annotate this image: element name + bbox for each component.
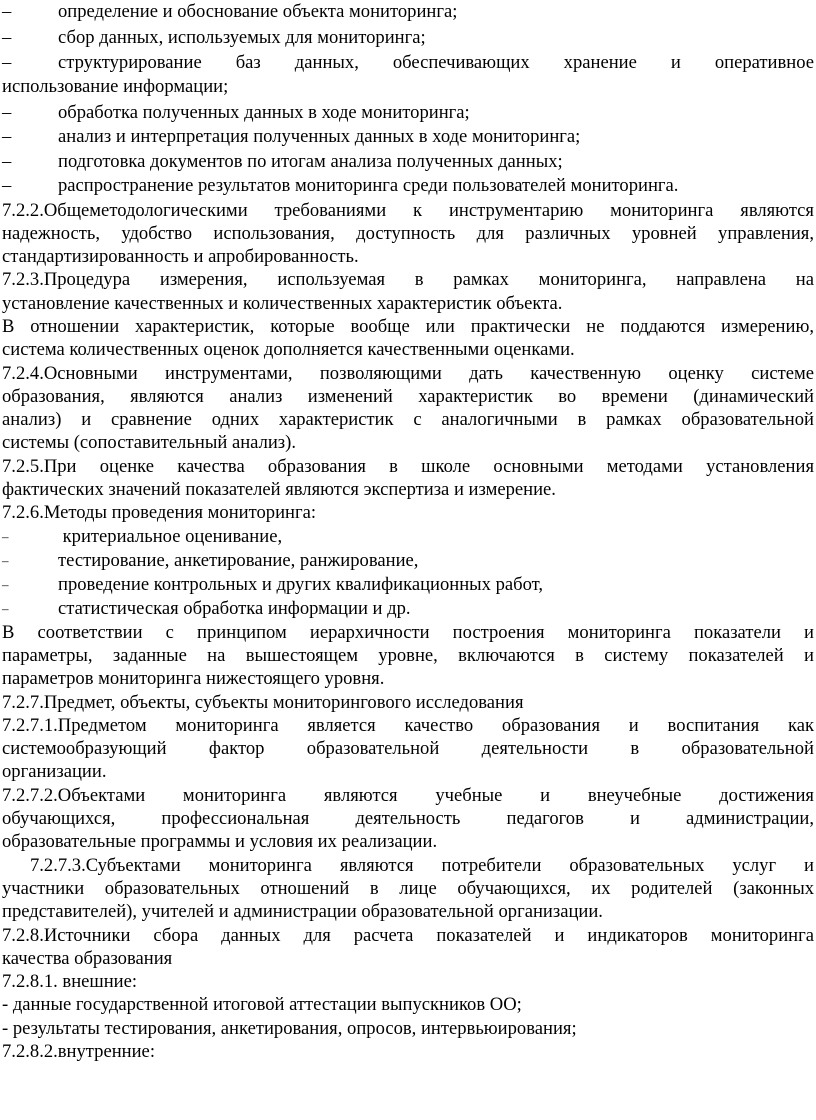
paragraph-7-2-7-2: 7.2.7.2.Объектами мониторинга являются учебные и внеучебные достижения обучающихся, профессиональная деятельность педагогов и администрации, образовательные программы и условия их реализации.: [2, 784, 814, 853]
dash-marker: –: [2, 576, 9, 592]
document-page: [2, 0, 814, 1063]
paragraph-7-2-2: 7.2.2.Общеметодологическими требованиями к инструментарию мониторинга являются надежность, удобство использования, доступность для различных уровней управления, стандартизированность и апробированность.: [2, 199, 814, 268]
dash-marker: –: [2, 52, 12, 73]
list-item: – критериальное оценивание,: [2, 525, 283, 547]
list-item: – распространение результатов мониторинга среди пользователей мониторинга.: [2, 174, 814, 199]
list-item: – подготовка документов по итогам анализа полученных данных;: [2, 150, 814, 175]
list-item: – тестирование, анкетирование, ранжирование,: [2, 549, 419, 571]
list-item: – статистическая обработка информации и др.: [2, 597, 411, 619]
dash-marker: –: [2, 101, 12, 123]
list-item: – обработка полученных данных в ходе мониторинга;: [2, 101, 814, 126]
list-item-continuation: использование информации;: [2, 75, 229, 97]
list-item: - результаты тестирования, анкетирования, опросов, интервьюирования;: [2, 1017, 577, 1039]
dash-marker: –: [2, 600, 9, 616]
paragraph-7-2-7-1: 7.2.7.1.Предметом мониторинга является качество образования и воспитания как системообразующий фактор образовательной деятельности в образовательной организации.: [2, 714, 814, 783]
dash-marker: –: [2, 126, 12, 147]
dash-marker: –: [2, 26, 12, 48]
paragraph-7-2-7: 7.2.7.Предмет, объекты, субъекты мониторингового исследования: [2, 691, 524, 713]
dash-marker: –: [2, 1, 12, 22]
paragraph-7-2-8-1: 7.2.8.1. внешние:: [2, 971, 138, 993]
dash-marker: –: [2, 552, 9, 568]
paragraph-7-2-7-3: 7.2.7.3.Субъектами мониторинга являются потребители образовательных услуг и участники образовательных отношений в лице обучающихся, их родителей (законных представителей), учителей и администрации образовательной организации.: [2, 854, 814, 923]
list-item: – проведение контрольных и других квалификационных работ,: [2, 573, 544, 595]
list-item: – структурирование баз данных, обеспечивающих хранение и оперативное: [2, 52, 814, 73]
paragraph-characteristics: В отношении характеристик, которые вообще или практически не поддаются измерению, система количественных оценок дополняется качественными оценками.: [2, 315, 814, 361]
paragraph-7-2-8: 7.2.8.Источники сбора данных для расчета показателей и индикаторов мониторинга качества образования: [2, 924, 814, 969]
list-item: – определение и обоснование объекта мониторинга;: [2, 1, 458, 22]
paragraph-7-2-5: 7.2.5.При оценке качества образования в школе основными методами установления фактических значений показателей являются экспертиза и измерение.: [2, 455, 814, 501]
paragraph-7-2-3: 7.2.3.Процедура измерения, используемая в рамках мониторинга, направлена на установление качественных и количественных характеристик объекта.: [2, 269, 814, 314]
list-item: – сбор данных, используемых для мониторинга;: [2, 24, 814, 52]
paragraph-7-2-6-title: 7.2.6.Методы проведения мониторинга:: [2, 502, 317, 524]
dash-marker: –: [2, 150, 12, 172]
methods-list: [2, 525, 814, 621]
dash-marker: –: [2, 175, 12, 196]
list-item: – анализ и интерпретация полученных данных в ходе мониторинга;: [2, 125, 814, 150]
paragraph-hierarchy: В соответствии с принципом иерархичности построения мониторинга показатели и параметры, заданные на вышестоящем уровне, включаются в систему показателей и параметров мониторинга нижестоящего уровня.: [2, 621, 814, 690]
list-item: - данные государственной итоговой аттестации выпускников ОО;: [2, 994, 522, 1016]
paragraph-7-2-4: 7.2.4.Основными инструментами, позволяющими дать качественную оценку системе образования, являются анализ изменений характеристик во времени (динамический анализ) и сравнение одних характеристик с аналогичными в рамках образовательной системы (сопоставительный анализ).: [2, 362, 814, 454]
dash-marker: –: [2, 528, 9, 544]
paragraph-7-2-8-2: 7.2.8.2.внутренние:: [2, 1041, 155, 1062]
